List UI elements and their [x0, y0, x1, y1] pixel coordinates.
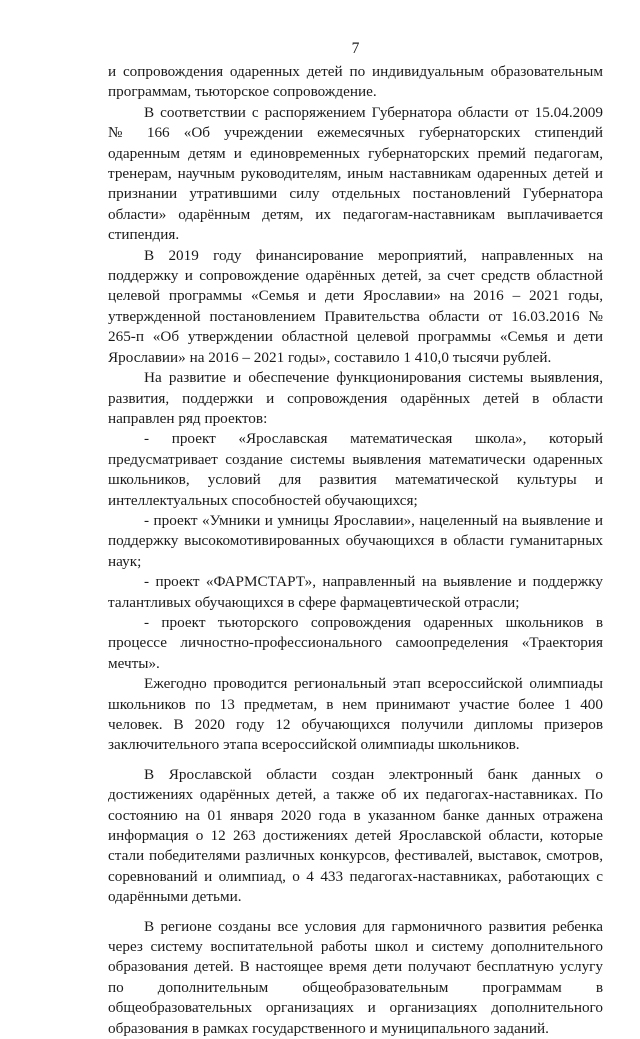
- paragraph-region-conditions: В регионе созданы все условия для гармоничного развития ребенка через систему воспитательной работы школ и систему дополнительного образования детей. В настоящее время дети получают бесплатную услугу по дополнительным общеобразовательным программам в общеобразовательных организациях и организациях дополнительного образования в рамках государственного и муниципального заданий.: [108, 917, 603, 1037]
- paragraph-governor-decree: В соответствии с распоряжением Губернатора области от 15.04.2009 № 166 «Об учреждении ежемесячных губернаторских стипендий одаренным детям и единовременных губернаторских премий педагогам, тренерам, научным руководителям, иным наставникам одаренных детей и признании утратившими силу отдельных постановлений Губернатора области» одарённым детям, их педагогам-наставникам выплачивается стипендия.: [108, 103, 603, 244]
- paragraph-projects-intro: На развитие и обеспечение функционирования системы выявления, развития, поддержки и сопровождения одарённых детей в области направлен ряд проектов:: [108, 369, 603, 427]
- list-item-trajectory: - проект тьюторского сопровождения одаренных школьников в процессе личностно-профессионального самоопределения «Траектория мечты».: [108, 613, 603, 672]
- list-item-math-school: - проект «Ярославская математическая школа», который предусматривает создание системы выявления математически одаренных школьников, условий для развития математической культуры и интеллектуальных способностей обучающихся;: [108, 430, 603, 509]
- list-item-umniki: - проект «Умники и умницы Ярославии», нацеленный на выявление и поддержку высокомотивированных обучающихся в области гуманитарных наук;: [108, 511, 603, 570]
- list-item-farmstart: - проект «ФАРМСТАРТ», направленный на выявление и поддержку талантливых обучающихся в сфере фармацевтической отрасли;: [108, 573, 603, 611]
- paragraph-continuation: и сопровождения одаренных детей по индивидуальным образовательным программам, тьюторское сопровождение.: [108, 63, 603, 101]
- page-number: 7: [351, 40, 360, 57]
- paragraph-data-bank: В Ярославской области создан электронный банк данных о достижениях одарённых детей, а также об их педагогах-наставниках. По состоянию на 01 января 2020 года в указанном банке данных отражена информация о 12 263 достижениях детей Ярославской области, которые стали победителями различных конкурсов, фестивалей, выставок, смотров, соревнований и олимпиад, о 4 433 педагогах-наставниках, работающих с одарёнными детьми.: [108, 765, 603, 906]
- paragraph-olympiad: Ежегодно проводится региональный этап всероссийской олимпиады школьников по 13 предметам, в нем принимают участие более 1 400 человек. В 2020 году 12 обучающихся получили дипломы призеров заключительного этапа всероссийской олимпиады школьников.: [108, 675, 603, 754]
- document-body: [108, 62, 603, 1039]
- paragraph-funding-2019: В 2019 году финансирование мероприятий, направленных на поддержку и сопровождение одарённых детей, за счет средств областной целевой программы «Семья и дети Ярославии» на 2016 – 2021 годы, утвержденной постановлением Правительства области от 16.03.2016 № 265-п «Об утверждении областной целевой программы «Семья и дети Ярославии» на 2016 – 2021 годы», составило 1 410,0 тысячи рублей.: [108, 246, 603, 366]
